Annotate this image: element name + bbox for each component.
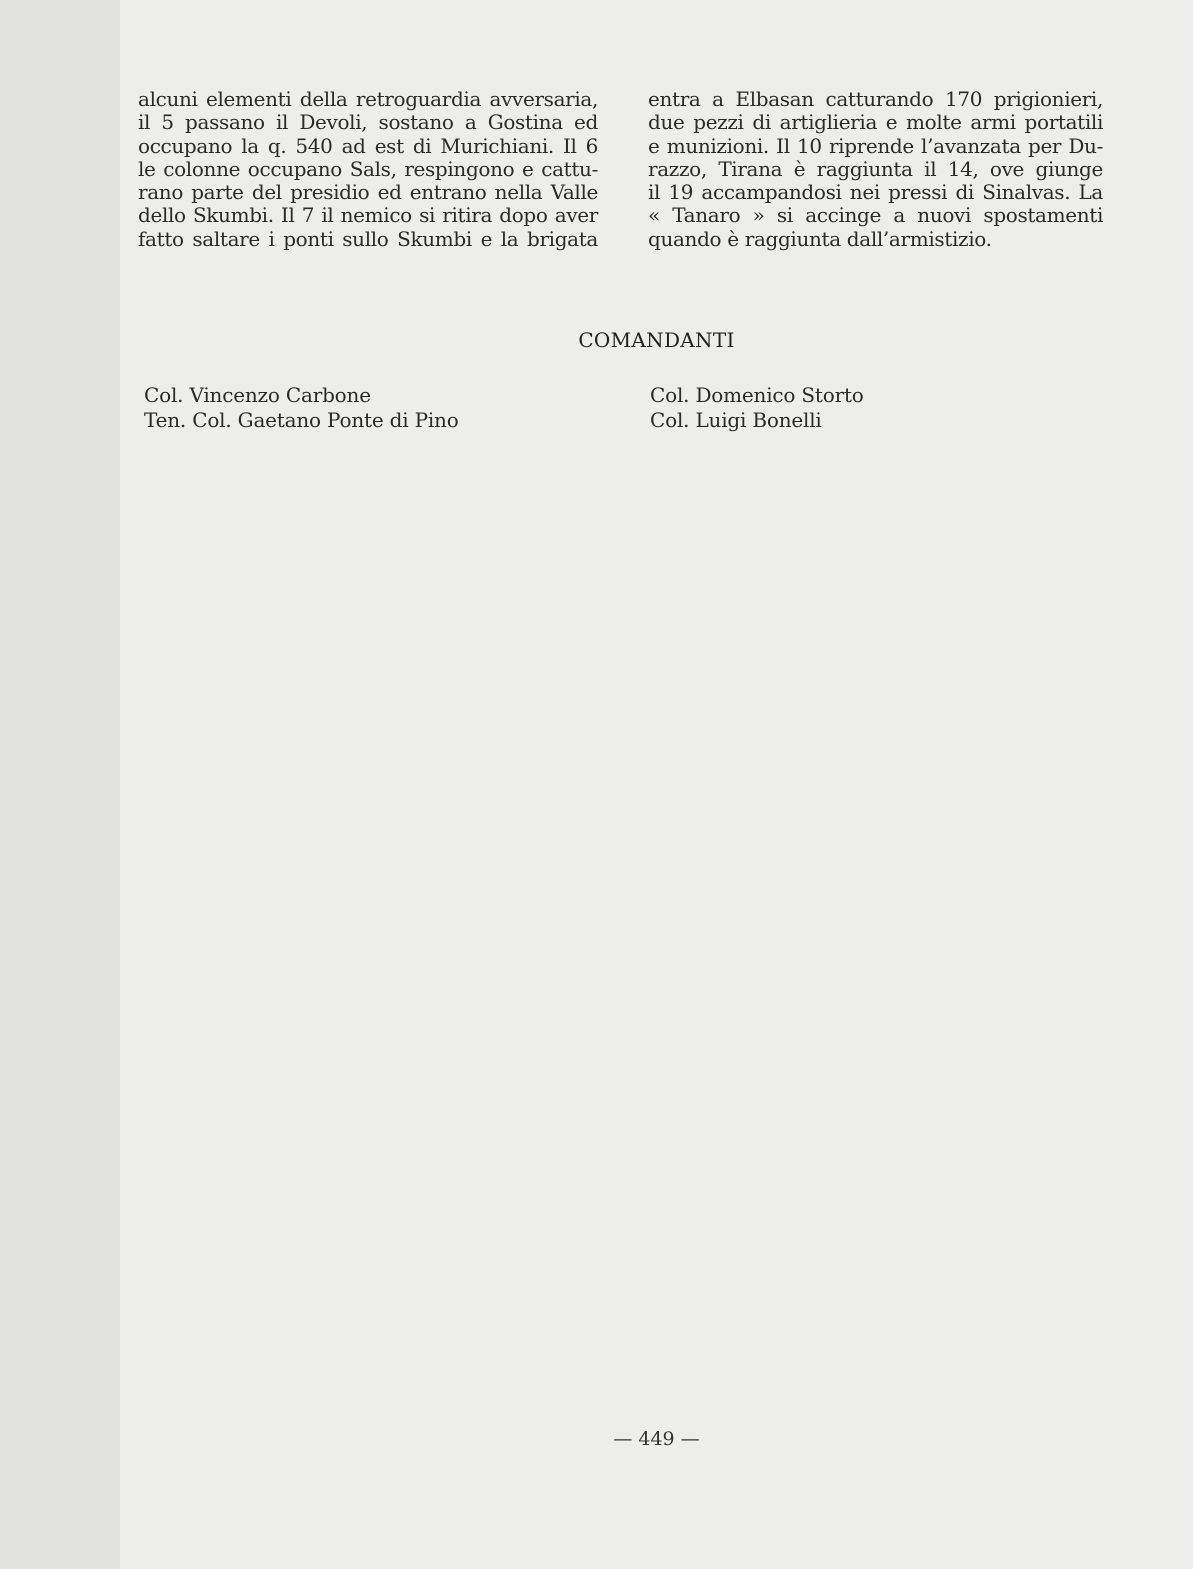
text-line: dello Skumbi. Il 7 il nemico si ritira dopo aver (138, 203, 598, 228)
text-line: fatto saltare i ponti sullo Skumbi e la brigata (138, 226, 598, 251)
body-text-right-column (648, 88, 1103, 251)
commanders-right-list (650, 383, 864, 433)
document-page (120, 0, 1193, 1569)
text-line: alcuni elementi della retroguardia avversaria, (138, 87, 598, 111)
page-number: — 449 — (613, 1428, 700, 1450)
text-line: quando è raggiunta dall’armistizio. (648, 226, 992, 251)
text-line: razzo, Tirana è raggiunta il 14, ove giunge (648, 156, 1103, 181)
text-line: le colonne occupano Sals, respingono e cattu- (138, 156, 598, 181)
section-heading: COMANDANTI (578, 328, 735, 352)
text-line: « Tanaro » si accinge a nuovi spostamenti (648, 203, 1103, 228)
commanders-left-list (144, 383, 459, 433)
text-line: due pezzi di artiglieria e molte armi portatili (648, 110, 1103, 135)
commander-name: Col. Luigi Bonelli (650, 408, 822, 432)
text-line: entra a Elbasan catturando 170 prigionieri, (648, 87, 1103, 111)
commander-name: Ten. Col. Gaetano Ponte di Pino (144, 408, 459, 432)
commander-name: Col. Vincenzo Carbone (144, 383, 371, 407)
text-line: il 5 passano il Devoli, sostano a Gostina ed (138, 110, 598, 135)
text-line: e munizioni. Il 10 riprende l’avanzata per Du- (648, 133, 1103, 158)
text-line: rano parte del presidio ed entrano nella Valle (138, 180, 598, 205)
text-line: occupano la q. 540 ad est di Murichiani. Il 6 (138, 133, 598, 158)
body-text-left-column (138, 88, 598, 251)
text-line: il 19 accampandosi nei pressi di Sinalvas. La (648, 180, 1103, 205)
commander-name: Col. Domenico Storto (650, 383, 864, 407)
